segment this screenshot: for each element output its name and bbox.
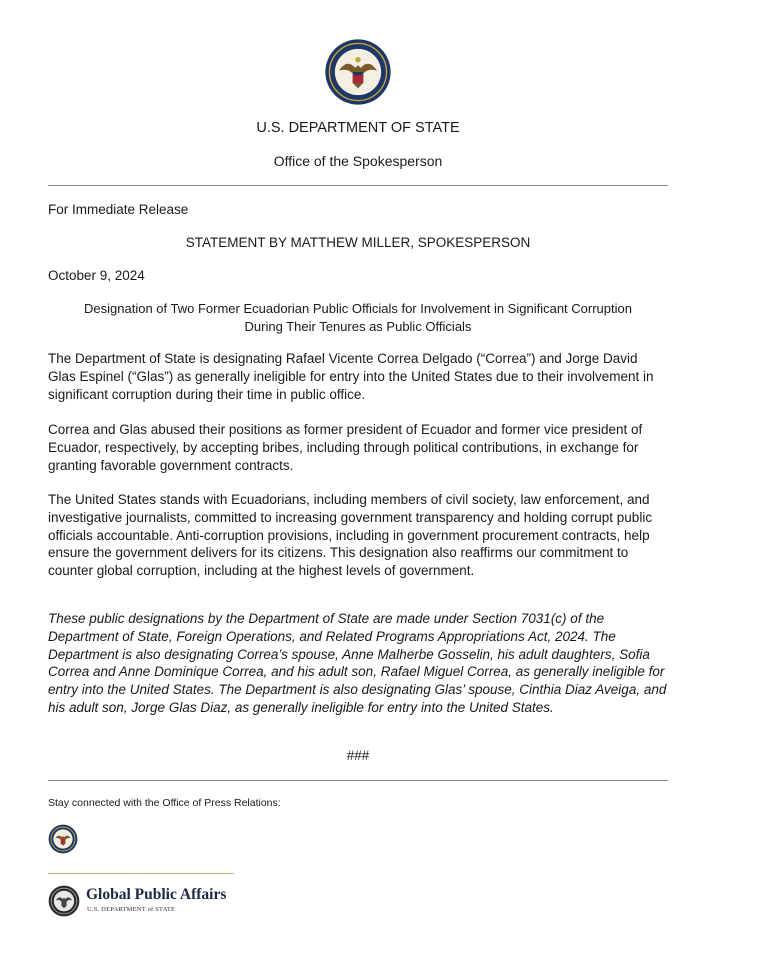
global-public-affairs-seal-icon xyxy=(48,885,80,917)
footer-divider xyxy=(48,873,234,874)
divider xyxy=(48,185,668,186)
statement-heading: STATEMENT BY MATTHEW MILLER, SPOKESPERSON xyxy=(185,235,531,250)
release-date: October 9, 2024 xyxy=(48,268,145,283)
stay-connected-text: Stay connected with the Office of Press Relations: xyxy=(48,797,281,809)
department-seal-icon xyxy=(324,38,392,106)
body-paragraph: The Department of State is designating Rafael Vicente Correa Delgado (“Correa”) and Jorge David Glas Espinel (“Glas”) as generally ineligible for entry into the United States due to their involvement in significant corruption during their time in public office. xyxy=(48,351,654,402)
release-label: For Immediate Release xyxy=(48,202,189,217)
department-name: U.S. DEPARTMENT OF STATE xyxy=(256,120,460,136)
subject-line-1: Designation of Two Former Ecuadorian Public Officials for Involvement in Significant Corruption xyxy=(84,301,632,316)
office-name: Office of the Spokesperson xyxy=(273,153,443,169)
body-paragraph: The United States stands with Ecuadorians, including members of civil society, law enforcement, and investigative journalists, committed to increasing government transparency and holding corrupt public officials accountable. Anti-corruption provisions, including in government procurement contracts, help ensure the government delivers for its citizens. This designation also reaffirms our commitment to counter global corruption, including at the highest levels of government. xyxy=(48,492,653,579)
department-seal-link-icon[interactable] xyxy=(48,824,78,854)
legal-note-paragraph: These public designations by the Department of State are made under Section 7031(c) of the Department of State, Foreign Operations, and Related Programs Appropriations Act, 2024. The Department is also designating Correa’s spouse, Anne Malherbe Gosselin, his adult daughters, Sofia Correa and Anne Dominique Correa, and his adult son, Rafael Miguel Correa, as generally ineligible for entry into the United States. The Department is also designating Glas’ spouse, Cinthia Diaz Aveiga, and his adult son, Jorge Glas Diaz, as generally ineligible for entry into the United States. xyxy=(48,611,667,715)
subject-line-2: During Their Tenures as Public Officials xyxy=(244,319,472,334)
subject-heading xyxy=(48,300,668,336)
global-public-affairs-subtitle: U.S. DEPARTMENT of STATE xyxy=(87,906,176,913)
end-mark: ### xyxy=(346,748,370,763)
divider xyxy=(48,780,668,781)
body-paragraph: Correa and Glas abused their positions as former president of Ecuador and former vice president of Ecuador, respectively, by accepting bribes, including through political contributions, in exchange for granting favorable government contracts. xyxy=(48,422,643,473)
global-public-affairs-title: Global Public Affairs xyxy=(86,886,227,903)
